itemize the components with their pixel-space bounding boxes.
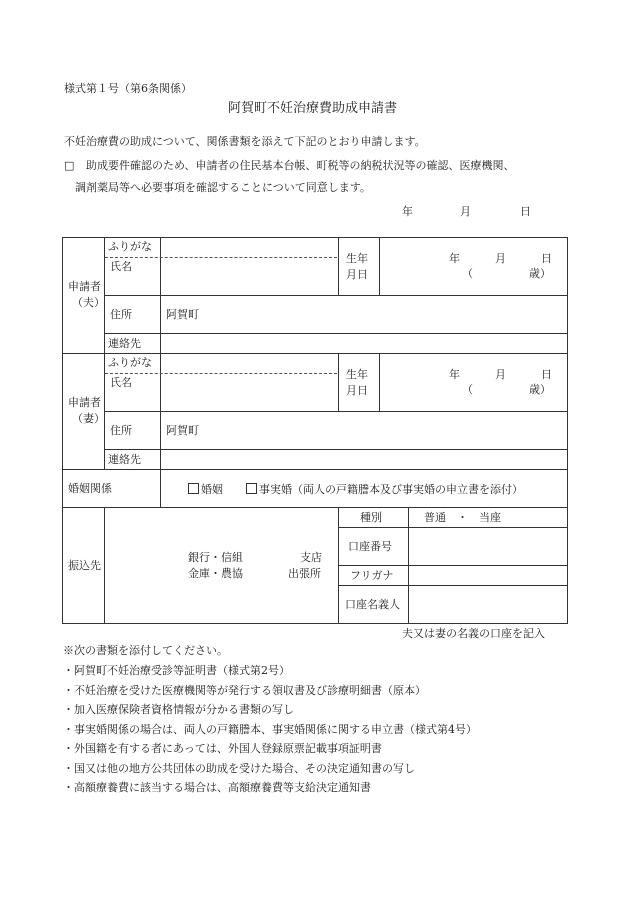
account-holder-label: 口座名義人 (345, 598, 400, 611)
date-year-label: 年 (402, 205, 413, 218)
wife-birth-label-line1: 生年 (346, 368, 368, 381)
husband-birth-month: 月 (495, 252, 506, 265)
checkbox-icon (188, 483, 199, 494)
attachment-item: ・事実婚関係の場合は、両人の戸籍謄本、事実婚関係に関する申立書（様式第4号） (63, 723, 477, 736)
page-title: 阿賀町不妊治療費助成申請書 (228, 101, 398, 116)
husband-contact-label: 連絡先 (108, 337, 141, 350)
husband-birthdate-input[interactable] (381, 239, 566, 293)
marriage-option-married[interactable]: 婚姻 (188, 483, 223, 495)
attachments-heading: ※次の書類を添付してください。 (63, 644, 228, 657)
husband-label-line2: （夫） (72, 296, 105, 309)
husband-address-value[interactable]: 阿賀町 (166, 308, 199, 321)
attachment-item: ・国又は他の地方公共団体の助成を受けた場合、その決定通知書の写し (63, 762, 415, 775)
husband-age-close: 歳） (529, 267, 551, 280)
consent-text-line2: 調剤薬局等へ必要事項を確認することについて同意します。 (75, 181, 371, 194)
marriage-label: 婚姻関係 (68, 482, 112, 495)
account-note: 夫又は妻の名義の口座を記入 (402, 627, 545, 640)
attachment-item: ・不妊治療を受けた医療機関等が発行する領収書及び診療明細書（原本） (63, 684, 426, 697)
marriage-option-common-law[interactable]: 事実婚（両人の戸籍謄本及び事実婚の申立書を添付） (246, 483, 523, 495)
account-furigana-input[interactable] (410, 567, 566, 584)
wife-address-value[interactable]: 阿賀町 (166, 424, 199, 437)
account-holder-input[interactable] (410, 587, 566, 622)
consent-text-line1: 助成要件確認のため、申請者の住民基本台帳、町税等の納税状況等の確認、医療機関、 (86, 159, 515, 172)
husband-name-input[interactable] (162, 259, 337, 293)
wife-label-line1: 申請者 (68, 396, 101, 409)
bank-type-line2: 金庫・農協 (188, 567, 243, 580)
date-month-label: 月 (460, 205, 471, 218)
husband-birth-year: 年 (449, 252, 460, 265)
wife-birth-year: 年 (449, 368, 460, 381)
wife-address-label: 住所 (110, 424, 132, 437)
account-number-label: 口座番号 (348, 540, 392, 553)
wife-contact-label: 連絡先 (108, 453, 141, 466)
husband-birth-label-line1: 生年 (346, 252, 368, 265)
account-type-options[interactable]: 普通 ・ 当座 (424, 511, 501, 524)
husband-furigana-label: ふりがな (108, 240, 152, 253)
attachment-item: ・阿賀町不妊治療受診等証明書（様式第2号） (63, 664, 290, 677)
husband-birth-day: 日 (541, 252, 552, 265)
account-number-input[interactable] (410, 529, 566, 564)
husband-furigana-input[interactable] (162, 239, 337, 256)
husband-contact-input[interactable] (162, 335, 566, 352)
date-day-label: 日 (520, 205, 531, 218)
bank-name-input[interactable] (106, 509, 336, 621)
wife-furigana-label: ふりがな (108, 356, 152, 369)
wife-name-input[interactable] (162, 375, 337, 409)
attachment-item: ・外国籍を有する者にあっては、外国人登録原票記載事項証明書 (63, 742, 382, 755)
husband-birth-label-line2: 月日 (346, 268, 368, 281)
wife-name-label: 氏名 (110, 376, 132, 389)
account-type-label: 種別 (360, 511, 382, 524)
husband-name-label: 氏名 (110, 260, 132, 273)
wife-furigana-input[interactable] (162, 355, 337, 372)
husband-label-line1: 申請者 (68, 280, 101, 293)
wife-birth-label-line2: 月日 (346, 384, 368, 397)
attachment-item: ・加入医療保険者資格情報が分かる書類の写し (63, 703, 294, 716)
account-furigana-label: フリガナ (350, 569, 394, 582)
husband-age-open: （ (462, 267, 473, 280)
bank-type-line1: 銀行・信組 (188, 551, 243, 564)
husband-address-label: 住所 (110, 308, 132, 321)
transfer-label: 振込先 (68, 559, 101, 572)
wife-age-close: 歳） (529, 383, 551, 396)
wife-birth-day: 日 (541, 368, 552, 381)
wife-age-open: （ (462, 383, 473, 396)
wife-birth-month: 月 (495, 368, 506, 381)
consent-checkbox[interactable]: □ (64, 159, 75, 172)
attachment-item: ・高額療養費に該当する場合は、高額療養費等支給決定通知書 (63, 781, 371, 794)
intro-text: 不妊治療費の助成について、関係書類を添えて下記のとおり申請します。 (64, 135, 426, 148)
checkbox-icon (246, 483, 257, 494)
form-number: 様式第１号（第6条関係） (64, 82, 192, 95)
branch-type-line1: 支店 (300, 551, 322, 564)
branch-type-line2: 出張所 (288, 567, 321, 580)
wife-contact-input[interactable] (162, 451, 566, 468)
wife-birthdate-input[interactable] (381, 355, 566, 409)
wife-label-line2: （妻） (72, 412, 105, 425)
